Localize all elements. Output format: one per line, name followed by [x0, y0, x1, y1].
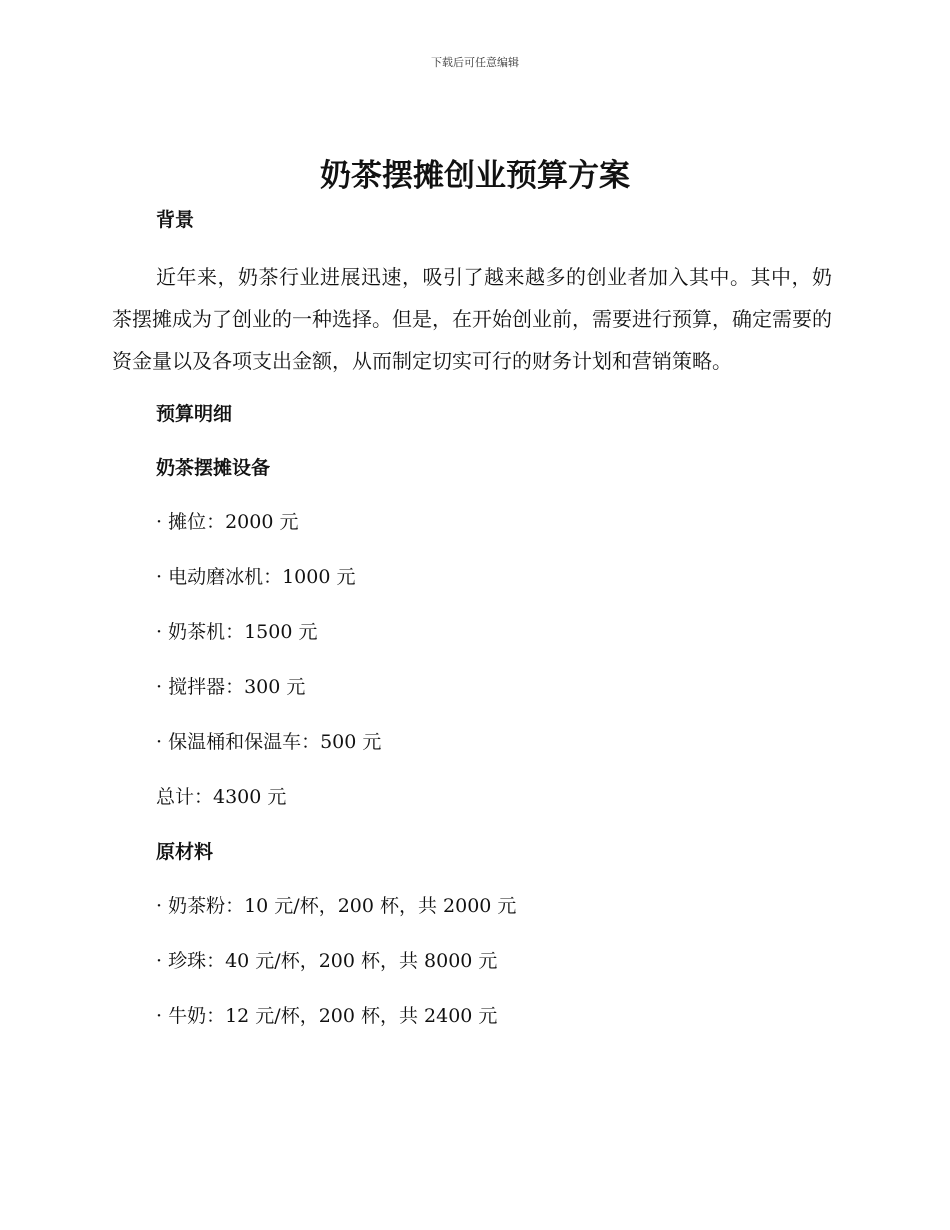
materials-list [112, 886, 832, 1051]
section-heading-equipment: 奶茶摆摊设备 [156, 457, 271, 479]
document-body [112, 200, 832, 1051]
list-item: · 奶茶机：1500 元 [156, 621, 318, 643]
list-item: · 牛奶：12 元/杯，200 杯，共 2400 元 [156, 1005, 498, 1027]
section-heading-materials: 原材料 [156, 841, 214, 863]
list-item: · 珍珠：40 元/杯，200 杯，共 8000 元 [156, 950, 498, 972]
section-heading-background: 背景 [156, 209, 195, 231]
list-item: · 摊位：2000 元 [156, 511, 299, 533]
list-item: · 电动磨冰机：1000 元 [156, 566, 356, 588]
list-item: · 保温桶和保温车：500 元 [156, 731, 382, 753]
section-heading-budget: 预算明细 [156, 403, 233, 425]
list-item: · 搅拌器：300 元 [156, 676, 306, 698]
equipment-total: 总计：4300 元 [156, 786, 287, 808]
document-title: 奶茶摆摊创业预算方案 [320, 158, 630, 194]
equipment-list [112, 502, 832, 777]
background-paragraph: 近年来，奶茶行业进展迅速，吸引了越来越多的创业者加入其中。其中，奶茶摆摊成为了创业的一种选择。但是，在开始创业前，需要进行预算，确定需要的资金量以及各项支出金额，从而制定切实可行的财务计划和营销策略。 [112, 265, 832, 373]
header-note: 下载后可任意编辑 [431, 56, 519, 69]
list-item: · 奶茶粉：10 元/杯，200 杯，共 2000 元 [156, 895, 517, 917]
